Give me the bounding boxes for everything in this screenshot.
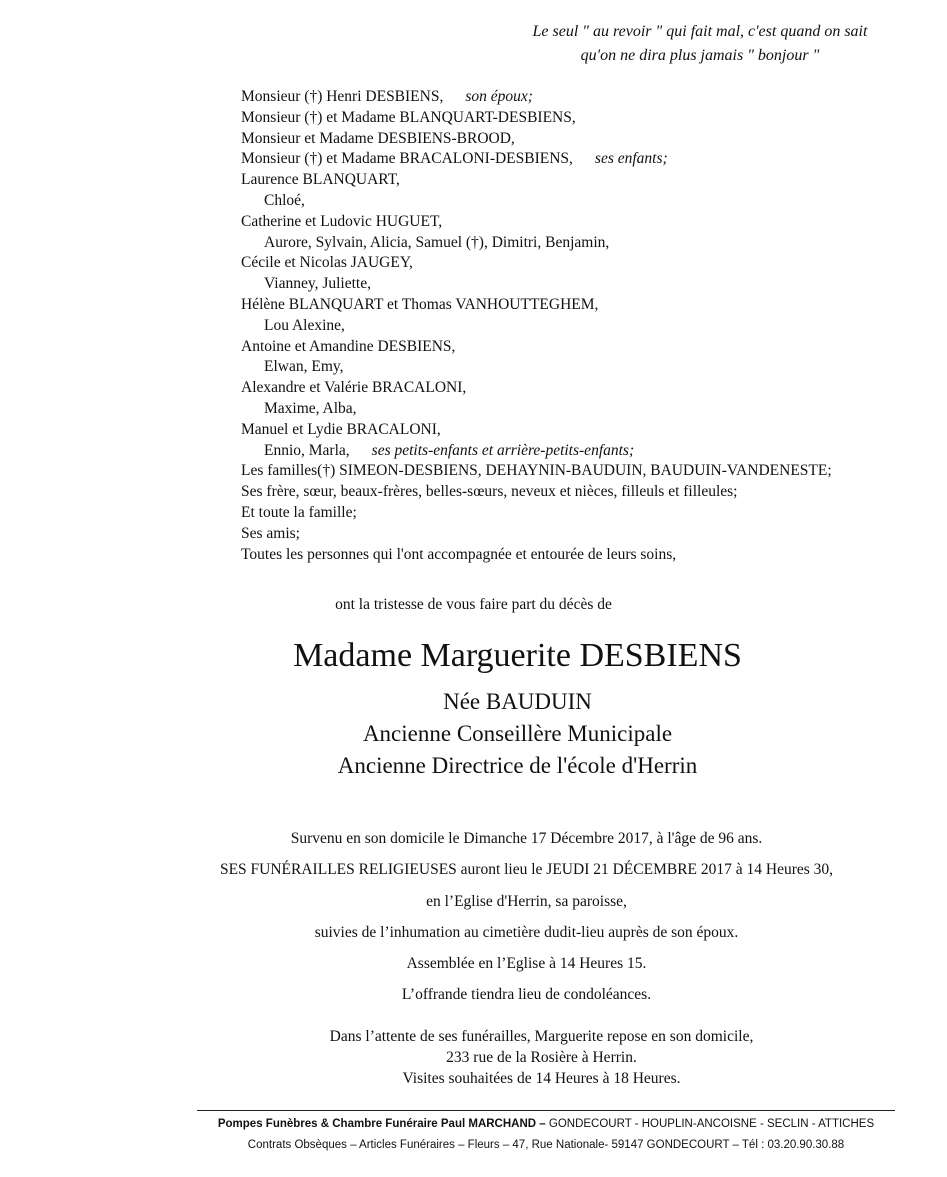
family-line	[241, 420, 941, 441]
family-member-text: Ennio, Marla,	[264, 441, 350, 459]
family-line	[241, 524, 941, 545]
family-line	[241, 441, 941, 462]
family-line	[241, 461, 941, 482]
announcement-text: ont la tristesse de vous faire part du décès de	[335, 596, 612, 613]
family-member-text: Monsieur (†) et Madame BLANQUART-DESBIENS,	[241, 108, 576, 126]
family-member-text: Ses frère, sœur, beaux-frères, belles-sœurs, neveux et nièces, filleuls et filleules;	[241, 483, 738, 501]
family-line	[241, 378, 941, 399]
family-role: ses petits-enfants et arrière-petits-enfants;	[371, 441, 635, 459]
family-role: son époux;	[465, 88, 533, 105]
family-member-text: Hélène BLANQUART et Thomas VANHOUTTEGHEM,	[241, 295, 599, 313]
family-member-text: Aurore, Sylvain, Alicia, Samuel (†), Dimitri, Benjamin,	[264, 233, 610, 251]
epigraph-line-1: Le seul " au revoir " qui fait mal, c'est quand on sait	[532, 23, 868, 40]
details-line-5: Assemblée en l’Eglise à 14 Heures 15.	[406, 955, 647, 973]
deceased-subtitles	[0, 686, 947, 782]
family-role: ses enfants;	[594, 150, 668, 168]
details-line-1: Survenu en son domicile le Dimanche 17 Décembre 2017, à l'âge de 96 ans.	[290, 830, 763, 847]
family-line	[241, 233, 941, 254]
family-member-text: Monsieur (†) et Madame BRACALONI-DESBIENS,	[241, 150, 573, 168]
family-line	[241, 295, 941, 316]
family-member-text: Toutes les personnes qui l'ont accompagnée et entourée de leurs soins,	[241, 545, 677, 563]
family-line	[241, 482, 941, 503]
family-member-text: Ses amis;	[241, 524, 300, 542]
family-line	[241, 399, 941, 420]
deceased-title-2: Ancienne Directrice de l'école d'Herrin	[337, 753, 698, 778]
repose-info	[0, 1026, 947, 1089]
footer-divider	[197, 1110, 895, 1111]
repose-line-2: 233 rue de la Rosière à Herrin.	[446, 1049, 637, 1066]
family-member-text: Vianney, Juliette,	[264, 275, 371, 293]
family-line	[241, 316, 941, 337]
footer-locations: GONDECOURT - HOUPLIN-ANCOISNE - SECLIN - ATTICHES	[545, 1118, 875, 1130]
family-member-text: Et toute la famille;	[241, 503, 357, 521]
family-line	[241, 337, 941, 358]
family-member-text: Maxime, Alba,	[264, 399, 357, 417]
family-line	[241, 253, 941, 274]
maiden-name: Née BAUDUIN	[443, 689, 592, 714]
funeral-details	[0, 823, 947, 1011]
family-member-text: Monsieur et Madame DESBIENS-BROOD,	[241, 129, 515, 147]
epigraph	[480, 20, 920, 68]
footer-company: Pompes Funèbres & Chambre Funéraire Paul MARCHAND –	[217, 1118, 546, 1130]
family-line	[241, 545, 941, 566]
epigraph-line-2: qu'on ne dira plus jamais " bonjour "	[580, 47, 820, 64]
repose-line-1: Dans l’attente de ses funérailles, Marguerite repose en son domicile,	[329, 1028, 754, 1045]
family-line	[241, 129, 941, 150]
family-member-text: Catherine et Ludovic HUGUET,	[241, 212, 443, 230]
family-member-text: Lou Alexine,	[264, 316, 345, 334]
family-member-text: Elwan, Emy,	[264, 358, 344, 376]
family-member-text: Les familles(†) SIMEON-DESBIENS, DEHAYNIN-BAUDUIN, BAUDUIN-VANDENESTE;	[241, 462, 832, 480]
family-line	[241, 108, 941, 129]
details-line-2: SES FUNÉRAILLES RELIGIEUSES auront lieu le JEUDI 21 DÉCEMBRE 2017 à 14 Heures 30,	[219, 861, 834, 879]
family-line	[241, 274, 941, 295]
family-line	[241, 212, 941, 233]
family-line	[241, 357, 941, 378]
footer-line-1	[197, 1114, 895, 1135]
family-member-text: Cécile et Nicolas JAUGEY,	[241, 254, 413, 272]
footer-contact: Contrats Obsèques – Articles Funéraires – Fleurs – 47, Rue Nationale- 59147 GONDECOURT – Tél : 03.20.90.30.88	[247, 1139, 845, 1151]
details-line-6: L’offrande tiendra lieu de condoléances.	[401, 986, 652, 1004]
family-list	[241, 87, 941, 565]
family-member-text: Manuel et Lydie BRACALONI,	[241, 420, 441, 438]
family-member-text: Antoine et Amandine DESBIENS,	[241, 337, 456, 355]
repose-line-3: Visites souhaitées de 14 Heures à 18 Heures.	[402, 1070, 681, 1087]
family-member-text: Monsieur (†) Henri DESBIENS,	[241, 88, 444, 105]
family-member-text: Alexandre et Valérie BRACALONI,	[241, 379, 467, 397]
details-line-3: en l’Eglise d'Herrin, sa paroisse,	[426, 892, 627, 910]
family-line	[241, 170, 941, 191]
footer	[197, 1114, 895, 1156]
details-line-4: suivies de l’inhumation au cimetière dudit-lieu auprès de son époux.	[314, 923, 739, 941]
family-line	[241, 87, 941, 108]
family-line	[241, 191, 941, 212]
family-line	[241, 503, 941, 524]
family-line	[241, 149, 941, 170]
family-member-text: Chloé,	[264, 191, 305, 209]
family-member-text: Laurence BLANQUART,	[241, 171, 400, 189]
deceased-title-1: Ancienne Conseillère Municipale	[362, 721, 673, 746]
deceased-name: Madame Marguerite DESBIENS	[293, 637, 742, 674]
